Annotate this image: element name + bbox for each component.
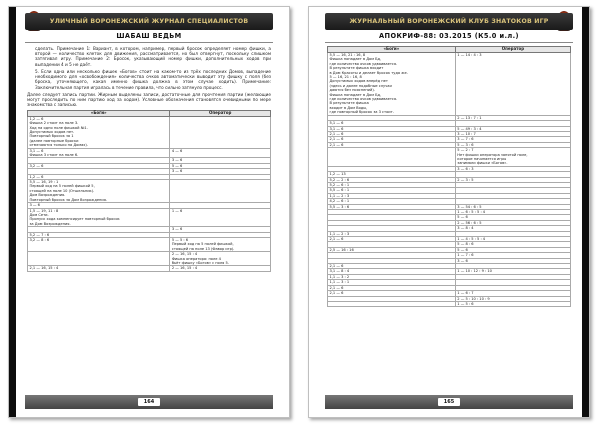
gods-move-cell <box>328 148 456 167</box>
paragraph: 5. Если одна или несколько фишек «Богов» стоит на каком-то из трёх последних Домов, выпадение необходимого для «освобождения» количества очков автоматически выводит эту фишку с поля (без броска, уточняющего, какая именно фишка должна в этом случае ходить). Примечание: Заключительная партия игралась в течение правила, что сильно затянуло процесс. <box>35 69 271 90</box>
col-gods-header: «Боги» <box>328 47 456 53</box>
col-operator-header: Оператор <box>170 110 271 116</box>
operator-move-cell: 4 — 6 <box>170 148 271 158</box>
gods-move-cell: 2,1 — 16, 15 : 4 <box>28 266 170 271</box>
operator-move-cell: 1 — 6 : 5 : 5 : 4 <box>455 210 570 215</box>
operator-move-cell <box>170 180 271 203</box>
operator-move-cell: 3 — 6 <box>170 158 271 163</box>
gods-move-cell: 2,1 — 6 <box>328 291 456 296</box>
operator-move-cell: 3 — 6 <box>455 258 570 263</box>
operator-move-cell: 5 — 8 : 6 <box>455 242 570 247</box>
right-page-footer <box>325 395 573 409</box>
col-operator-header: Оператор <box>455 47 570 53</box>
operator-move-cell: 5 — 5 : 6 Первый ход на 5 полей фишкой, стоящей на поле 13 (Фавор игр). <box>170 237 271 251</box>
gods-move-cell: 3,2 — 8 : 6 <box>28 237 170 251</box>
table-row <box>28 252 271 266</box>
left-page-subtitle: ШАБАШ ВЕДЬМ <box>25 32 273 43</box>
table-row <box>328 53 571 116</box>
right-page <box>308 6 590 418</box>
operator-move-cell: 1 — 4 : 5 : 5 : 4 <box>455 237 570 242</box>
operator-move-cell: 2 — 56 : 6 : 5 <box>455 220 570 225</box>
operator-move-cell: 5 — 6 <box>455 215 570 220</box>
gods-move-cell <box>328 301 456 306</box>
operator-move-cell: 5 — 6 <box>170 163 271 168</box>
paragraph: сделать. Примечание 1: Вариант, в котором, например, первый бросок определяет номер фишки, а второй — количество клеток для движения, рассматривается, но был отвергнут, поскольку слишком затягивал игру. Примечание 2: Бросок, указывающий номер фишки, дополнительных ходов при выпадении 4 и 5 не даёт. <box>35 46 271 67</box>
gods-move-cell: 5,2 — 2 : 6 <box>328 177 456 182</box>
operator-move-cell: 3 — 10 : 7 <box>455 131 570 136</box>
gods-move-cell: 5,5 — 6 : 1 <box>328 188 456 193</box>
operator-move-cell: 5 — 2 : 7 Нет фишки оператора занятой поле, которое начинается игры занимали фишки «Богов». <box>455 148 570 167</box>
operator-move-cell <box>170 116 271 148</box>
right-page-content <box>327 46 571 307</box>
operator-move-cell: 1 — 5 : 6 <box>455 301 570 306</box>
operator-move-cell: 3 — 6 <box>170 227 271 232</box>
operator-move-cell: 2 — 16, 15 : 4 <box>170 266 271 271</box>
operator-move-cell: 1 — 14 : 4 : 3 <box>455 53 570 116</box>
operator-move-cell: 5 — 49 : 3 : 4 <box>455 126 570 131</box>
gods-move-cell: 5,2 — 7 : 6 <box>28 232 170 237</box>
gods-move-cell: 2,1 — 6 <box>328 131 456 136</box>
operator-move-cell: 3 — 54 : 6 : 5 <box>455 204 570 209</box>
paragraph: Далее следует запись партии. Жирным выделены записи, достаточные для прочтения партии (желающие могут проследить по ним партию ход за ходом). Условные обозначения становятся очевидными по мере знакомства с записью. <box>27 92 271 108</box>
page-number: 164 <box>138 398 160 406</box>
left-page-content <box>27 46 271 272</box>
gods-move-cell: 5,5 — 16, 21 : 16, 8 Фишка попадает в Дом Бд, где количество очков удваивается. В результате фишка входит в Дом Красоты и делает бросок туда же. 5 — 16, 21 : 16, 8 Допустимых ходов вперёд нет (здесь и далее подобные случаи даются без пояснений). Фишка попадает в Дом Бд, где количество очков удваивается. В результате фишка входит в Дом Воды, где повторный бросок за 3 стоит. <box>328 53 456 116</box>
operator-move-cell: 3 — 6 : 3 <box>455 166 570 171</box>
operator-move-cell: 5 — 6 <box>455 247 570 252</box>
operator-move-cell: 1 — 6 <box>170 208 271 227</box>
left-page-footer <box>25 395 273 409</box>
gods-move-cell: 1,1 — 3 : 1 <box>328 280 456 285</box>
right-page-edge <box>582 7 589 417</box>
table-row <box>328 148 571 167</box>
gods-move-cell: 1,5 — 19, 11 : 8 Дом Сети. Пропуск хода компенсирует повторный бросок за Дом Возрождения. <box>28 208 170 227</box>
col-gods-header: «Боги» <box>28 110 170 116</box>
page-number: 165 <box>438 398 460 406</box>
left-page-header <box>25 13 273 30</box>
gods-move-cell: 3,2 — 6 <box>28 163 170 168</box>
gods-move-cell: 2,1 — 6 <box>328 285 456 290</box>
operator-move-cell: 2 — 13 : 7 : 1 <box>455 115 570 120</box>
moves-table-left <box>27 110 271 272</box>
gods-move-cell: 1,1 — 2 : 3 <box>328 193 456 198</box>
gods-move-cell: 3,1 — 6 <box>328 126 456 131</box>
gods-move-cell: 3,1 — 6 Фишка 3 стоит на поле 6. <box>28 148 170 158</box>
operator-move-cell: 1 — 7 : 6 <box>455 253 570 258</box>
gods-move-cell: 1,1 — 2 : 3 <box>328 231 456 236</box>
gods-move-cell: 2,1 — 6 <box>328 237 456 242</box>
gods-move-cell: 1,2 — 13 <box>328 172 456 177</box>
gods-move-cell: 2,1 — 6 <box>328 142 456 147</box>
operator-move-cell: 3 — 7 : 6 <box>455 137 570 142</box>
table-row <box>28 180 271 203</box>
left-page-edge <box>9 7 16 417</box>
gods-move-cell: 2,1 — 6 <box>328 264 456 269</box>
gods-move-cell: 3 — 6 <box>28 203 170 208</box>
gods-move-cell: 5,5 — 16, 19 : 1 Первый ход на 5 полей фишкой 5, стоящей на поле 10 (Отшельник). Дом Возрождения. Повторный бросок за Дом Возрождения. <box>28 180 170 203</box>
left-page <box>8 6 290 418</box>
right-page-subtitle: АПОКРИФ-88: 03.2015 (К5.0 и.л.) <box>325 32 573 43</box>
operator-move-cell: 1 — 6 : 7 <box>455 291 570 296</box>
operator-move-cell: 2 — 3 : 5 <box>455 177 570 182</box>
gods-move-cell: 5,5 — 3 : 6 <box>328 204 456 209</box>
left-header-text: УЛИЧНЫЙ ВОРОНЕЖСКИЙ ЖУРНАЛ СПЕЦИАЛИСТОВ <box>49 18 249 25</box>
gods-move-cell: 2,5 — 16 : 16 <box>328 247 456 252</box>
right-page-header <box>325 13 573 30</box>
table-row <box>28 266 271 271</box>
right-header-text: ЖУРНАЛЬНЫЙ ВОРОНЕЖСКИЙ КЛУБ ЗНАТОКОВ ИГР <box>349 18 549 25</box>
gods-move-cell: 2,1 — 6 <box>328 137 456 142</box>
gods-move-cell: 5,1 — 6 <box>328 121 456 126</box>
moves-table-right <box>327 46 571 307</box>
gods-move-cell: 1,1 — 3 : 2 <box>328 274 456 279</box>
operator-move-cell: 3 — 8 : 4 <box>455 226 570 231</box>
gods-move-cell: 1,2 — 6 Фишка 2 стоит на поле 3. Ход на одно поле фишкой №1. Допустимых ходов нет. Повторный бросок за 1 (далее повторные броски отмечаются только на Домах). <box>28 116 170 148</box>
operator-move-cell: 1 — 10 : 12 : 9 : 10 <box>455 269 570 274</box>
gods-move-cell: 4,2 — 6 : 1 <box>328 199 456 204</box>
table-row <box>28 237 271 251</box>
operator-move-cell: 2 — 16, 15 : 4 Фишка оператора: поле 4 бьёт фишку «Богов» с поля 5. <box>170 252 271 266</box>
table-row <box>28 116 271 148</box>
gods-move-cell: 3,1 — 8 : 4 <box>328 269 456 274</box>
operator-move-cell: 3 — 6 <box>170 169 271 174</box>
gods-move-cell: 5,2 — 6 : 1 <box>328 182 456 187</box>
gods-move-cell: 1,2 — 6 <box>28 174 170 179</box>
operator-move-cell: 5 — 3 : 6 <box>455 142 570 147</box>
table-row <box>28 208 271 227</box>
operator-move-cell: 2 — 5 : 10 : 10 : 9 <box>455 296 570 301</box>
gods-move-cell <box>28 252 170 266</box>
table-row <box>328 301 571 306</box>
table-row <box>28 148 271 158</box>
